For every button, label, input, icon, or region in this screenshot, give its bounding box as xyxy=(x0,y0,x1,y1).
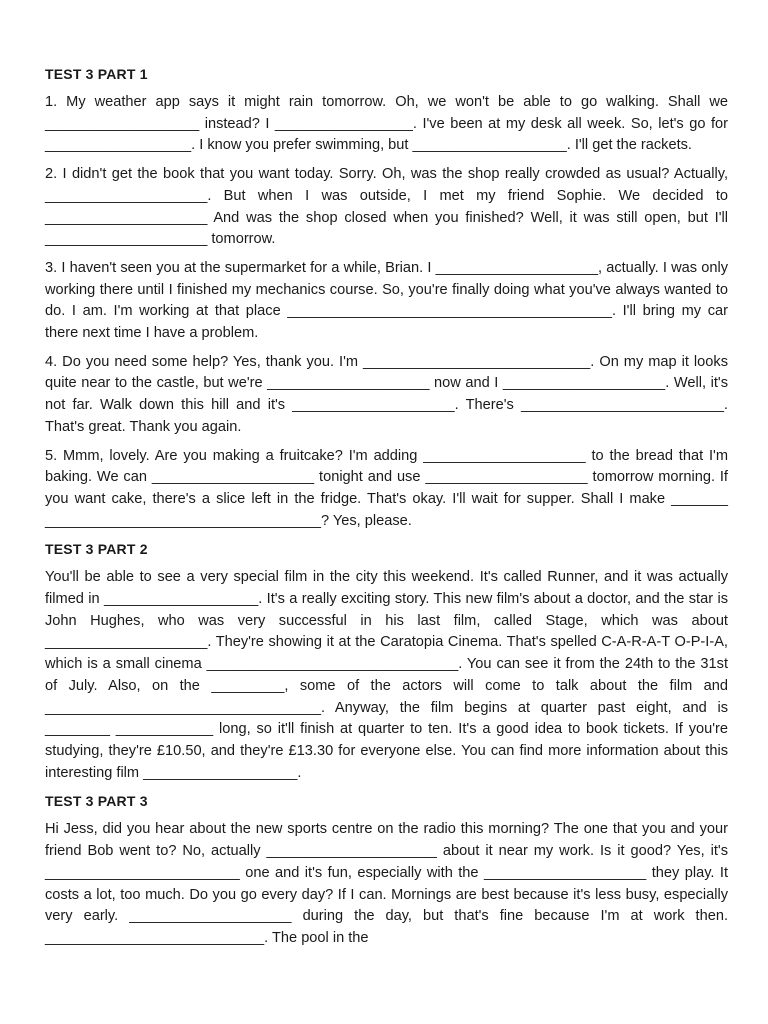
question-5-paragraph: 5. Mmm, lovely. Are you making a fruitcake? I'm adding ____________________ to the bread that I'm baking. We can ____________________ tonight and use ____________________ tomorrow morning. If you want cake, there's a slice left in the fridge. That's okay. I'll wait for supper. Shall I make _______ __________________________________? Yes, please. xyxy=(45,447,728,529)
question-2-paragraph: 2. I didn't get the book that you want today. Sorry. Oh, was the shop really crowded as usual? Actually, ____________________. But when I was outside, I met my friend Sophie. We decided to ____________________ And was the shop closed when you finished? Well, it was still open, but I'll ____________________ tomorrow. xyxy=(45,166,728,248)
worksheet-page xyxy=(45,64,728,957)
section-part-2 xyxy=(45,539,728,784)
question-1-paragraph: 1. My weather app says it might rain tomorrow. Oh, we won't be able to go walking. Shall we ___________________ instead? I _________________. I've been at my desk all week. So, let's go for __________________. I know you prefer swimming, but ___________________. I'll get the rackets. xyxy=(45,94,728,154)
section-heading: TEST 3 PART 2 xyxy=(45,541,148,558)
section-part-3 xyxy=(45,791,728,949)
part-3-paragraph: Hi Jess, did you hear about the new sports centre on the radio this morning? The one that you and your friend Bob went to? No, actually _____________________ about it near my work. Is it good? Yes, it's ________________________ one and it's fun, especially with the ____________________ they play. It costs a lot, too much. Do you go every day? If I can. Mornings are best because it's less busy, especially very early. ____________________ during the day, but that's fine because I'm at work then. ___________________________. The pool in the xyxy=(45,821,728,946)
section-heading: TEST 3 PART 3 xyxy=(45,793,148,810)
section-part-1 xyxy=(45,64,728,532)
section-heading: TEST 3 PART 1 xyxy=(45,66,148,82)
question-3-paragraph: 3. I haven't seen you at the supermarket for a while, Brian. I ____________________, actually. I was only working there until I finished my mechanics course. So, you're finally doing what you've always wanted to do. I am. I'm working at that place ________________________________________. I'll bring my car there next time I have a problem. xyxy=(45,259,728,342)
question-4-paragraph: 4. Do you need some help? Yes, thank you. I'm ____________________________. On my map it looks quite near to the castle, but we're ____________________ now and I ____________________. Well, it's not far. Walk down this hill and it's ____________________. There's _________________________. That's great. Thank you again. xyxy=(45,353,728,435)
part-2-paragraph: You'll be able to see a very special film in the city this weekend. It's called Runner, and it was actually filmed in ___________________. It's a really exciting story. This new film's about a doctor, and the star is John Hughes, who was very successful in his last film, called Stage, which was about ____________________. They're showing it at the Caratopia Cinema. That's spelled C-A-R-A-T O-P-I-A, which is a small cinema _______________________________. You can see it from the 24th to the 31st of July. Also, on the _________, some of the actors will come to talk about the film and __________________________________. Anyway, the film begins at quarter past eight, and is ________ ____________ long, so it'll finish at quarter to ten. It's a good idea to book tickets. If you're studying, they're £10.50, and they're £13.30 for everyone else. You can find more information about this interesting film ___________________. xyxy=(45,569,728,781)
